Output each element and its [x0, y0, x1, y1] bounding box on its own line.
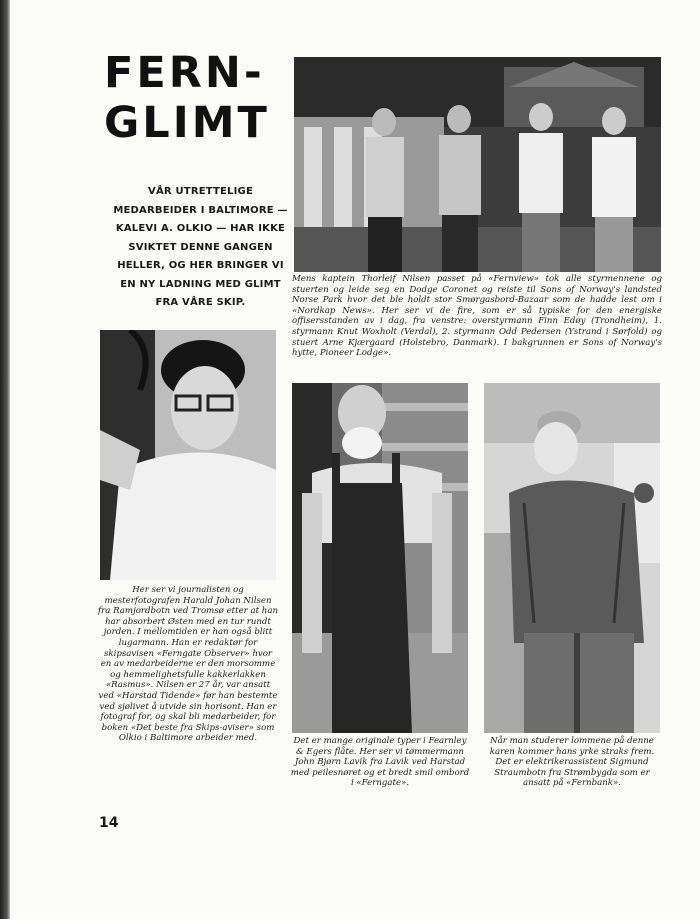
photo-journalist — [100, 330, 276, 580]
page-edge-shadow — [0, 0, 10, 919]
title-line-2: GLIMT — [104, 98, 270, 148]
photo-journalist-image — [100, 330, 276, 580]
article-title — [104, 48, 294, 148]
photo-officers-norse-park — [294, 57, 661, 272]
caption-officers: Mens kaptein Thorleif Nilsen passet på «Fernview» tok alle styrmennene og stuerten og leide seg en Dodge Coronet og reiste til Sons of Norway's landsted Norse Park hvor det ble holdt stor Smørgasbord-Bazaar som de hadde lest om i «Nordkap News». Her ser vi de fire, som er så typiske for den energiske offisersstanden av i dag, fra venstre: overstyrmann Finn Edøy (Trondheim), 1. styrmann Knut Woxholt (Verdal), 2. styrmann Odd Pedersen (Ystrand i Sørfold) og stuert Arne Kjærgaard (Holstebro, Danmark). I bakgrunnen er Sons of Norway's hytte, Pioneer Lodge». — [292, 274, 662, 359]
article-lead: VÅR UTRETTELIGE MEDARBEIDER I BALTIMORE — KALEVI A. OLKIO — HAR IKKE SVIKTET DENNE GANGEN HELLER, OG HER BRINGER VI EN NY LADNING MED GLIMT FRA VÅRE SKIP. — [113, 186, 288, 308]
photo-officers-image — [294, 57, 661, 272]
page-number: 14 — [99, 815, 119, 831]
magazine-page — [10, 0, 700, 919]
caption-carpenter: Det er mange originale typer i Fearnley & Egers flåte. Her ser vi tømmermann John Bjørn Lavik fra Lavik ved Harstad med peilesnøret og et bredt smil ombord i «Ferngate». — [290, 736, 470, 789]
title-line-1: FERN- — [104, 48, 265, 98]
caption-journalist: Her ser vi journalisten og mesterfotografen Harald Johan Nilsen fra Ramjordbotn ved Tromsø etter at han har absorbert Østen med en tur rundt jorden. I mellomtiden er han også blitt lugarmann. Han er redaktør for skipsavisen «Ferngate Observer» hvor en av medarbeiderne er den morsomme og hemmelighetsfulle kakkerlakken «Rasmus». Nilsen er 27 år, var ansatt ved «Harstad Tidende» før han bestemte ved sjølivet å utvide sin horisont. Han er fotograf for, og skal bli medarbeider, for boken «Det beste fra Skips-aviser» som Olkio i Baltimore arbeider med. — [98, 585, 278, 744]
photo-carpenter-image — [292, 383, 468, 733]
photo-electrician-image — [484, 383, 660, 733]
photo-carpenter — [292, 383, 468, 733]
photo-electrician — [484, 383, 660, 733]
caption-electrician: Når man studerer lommene på denne karen kommer hans yrke straks frem. Det er elektrikerassistent Sigmund Straumbotn fra Strømbygda som er ansatt på «Fernbank». — [489, 736, 655, 789]
